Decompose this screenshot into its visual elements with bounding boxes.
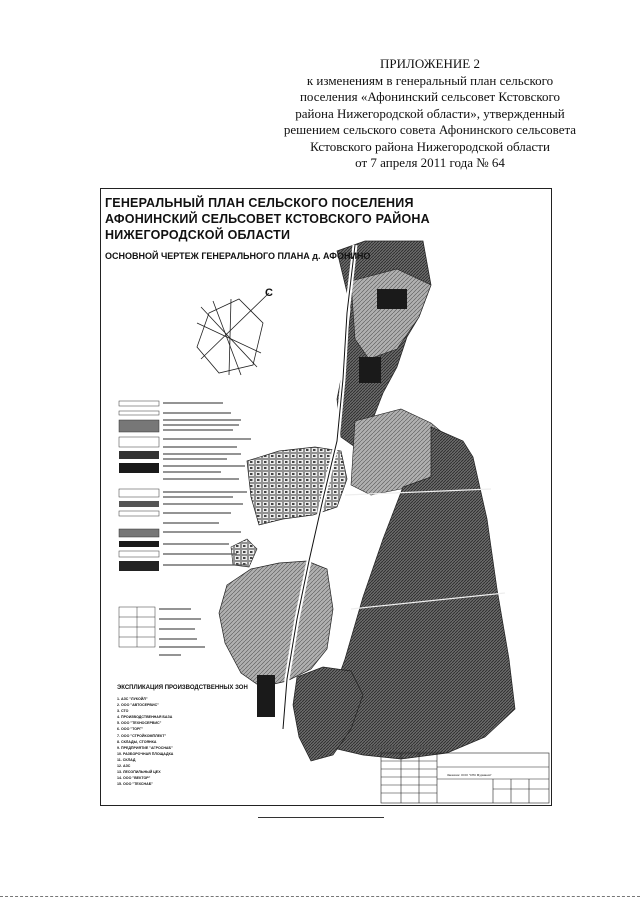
appendix-line: решением сельского совета Афонинского сельсовета — [283, 122, 577, 137]
zone-item: 5. ООО "ТЕХНОСЕРВИС" — [117, 721, 162, 726]
map-title-line: НИЖЕГОРОДСКОЙ ОБЛАСТИ — [105, 228, 291, 242]
zone-item: 11. СКЛАД — [117, 757, 136, 762]
map-title-line: АФОНИНСКИЙ СЕЛЬСОВЕТ КСТОВСКОГО РАЙОНА — [105, 212, 430, 226]
zone-item: 3. СТО — [117, 709, 129, 714]
appendix-line: от 7 апреля 2011 года № 64 — [355, 155, 505, 170]
zones-explication — [117, 685, 267, 787]
zone-item: 15. ООО "ТЕХСНАБ" — [117, 782, 154, 787]
residential-small — [231, 539, 257, 567]
footer-rule — [258, 817, 384, 818]
zone-item: 10. РАЗБОРОЧНАЯ ПЛОЩАДКА — [117, 751, 174, 756]
compass-rose — [197, 293, 269, 375]
zone-item: 9. ПРЕДПРИЯТИЕ "АГРОСНАБ" — [117, 745, 173, 750]
zone-item: 1. АЗС "ЛУКОЙЛ" — [117, 697, 148, 701]
zone-item: 7. ООО "СТРОЙКОМПЛЕКТ" — [117, 733, 167, 738]
map-title-line: ГЕНЕРАЛЬНЫЙ ПЛАН СЕЛЬСКОГО ПОСЕЛЕНИЯ — [105, 196, 414, 210]
appendix-line: района Нижегородской области», утвержденный — [295, 105, 565, 121]
appendix-line: поселения «Афонинский сельсовет Кстовского — [299, 89, 561, 104]
map-subtitle: ОСНОВНОЙ ЧЕРТЕЖ ГЕНЕРАЛЬНОГО ПЛАНА д. АФОНИНО — [105, 251, 371, 261]
appendix-line: Кстовского района Нижегородской области — [310, 138, 550, 154]
zone-item: 6. ООО "ТОРГ" — [117, 727, 144, 732]
map-title — [105, 195, 430, 243]
zone-item: 12. АЗС — [117, 764, 131, 769]
compass-north-label: С — [265, 287, 273, 299]
page-edge — [0, 896, 640, 897]
title-block-text — [387, 753, 549, 803]
settlement-north-block — [351, 269, 431, 359]
zone-item: 8. СКЛАДЫ, СТОЯНКА — [117, 739, 157, 744]
zone-item: 4. ПРОИЗВОДСТВЕННАЯ БАЗА — [117, 715, 173, 720]
residential-southwest — [219, 561, 333, 687]
master-plan-map — [100, 188, 552, 806]
zone-item: 14. ООО "ВЕКТОР" — [117, 776, 151, 781]
appendix-line: к изменениям в генеральный план сельского — [306, 72, 554, 88]
stamp-organization: Заказчик: ООО "СПК Мурманск" — [447, 773, 492, 777]
appendix-header — [250, 56, 610, 172]
zones-title: ЭКСПЛИКАЦИЯ ПРОИЗВОДСТВЕННЫХ ЗОН — [117, 685, 248, 691]
zone-item: 2. ООО "АВТОСЕРВИС" — [117, 703, 159, 708]
appendix-line: ПРИЛОЖЕНИЕ 2 — [380, 56, 480, 71]
zone-item: 13. ЛЕСОПИЛЬНЫЙ ЦЕХ — [117, 770, 161, 775]
